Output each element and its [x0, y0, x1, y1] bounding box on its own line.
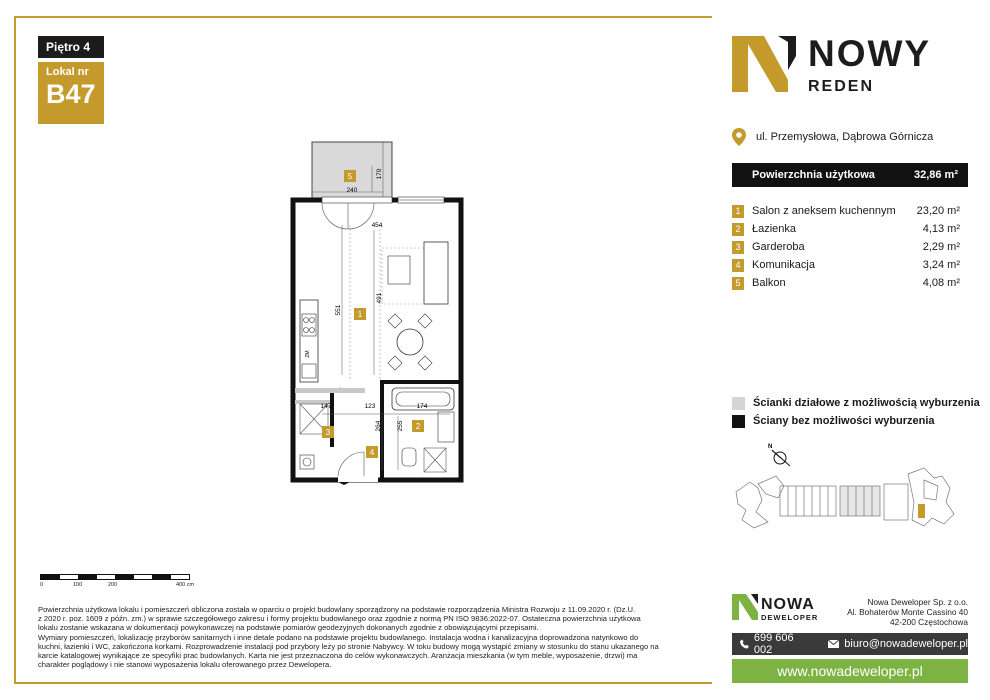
n-monogram-icon	[732, 36, 796, 92]
developer-logo-icon	[732, 594, 758, 620]
developer-address	[820, 597, 968, 627]
north-label: N	[768, 444, 773, 450]
website-link[interactable]: www.nowadeweloper.pl	[732, 659, 968, 683]
developer-city: 42-200 Częstochowa	[890, 617, 968, 627]
address	[732, 128, 933, 146]
brand-name: NOWY	[808, 33, 932, 74]
toilet	[402, 448, 416, 466]
svg-text:4: 4	[369, 448, 375, 457]
legend-label: Ścianki działowe z możliwością wyburzenia	[753, 397, 980, 409]
note-line: Powierzchnia użytkowa lokalu i pomieszczeń obliczona została w oparciu o projekt budowlany sporządzony na podstawie rozporządzenia Ministra Rozwoju z 11.09.2020 r. (Dz.U.	[38, 605, 636, 614]
room-number: 2	[732, 223, 744, 236]
email-address: biuro@nowadeweloper.pl	[844, 638, 968, 650]
cooktop	[302, 314, 316, 336]
legend-label: Ściany bez możliwości wyburzenia	[753, 415, 935, 427]
room-tag	[322, 426, 334, 438]
dim-label: 454	[371, 222, 383, 229]
note-line: z 2020 r. poz. 1609 z późn. zm.) w sprawie szczegółowego zakresu i formy projektu budowlanego oraz zgodnie z normą PN ISO 9836:2022-07. Ostateczna powierzchnia użytkowa	[38, 614, 641, 624]
room-area: 23,20 m²	[916, 205, 960, 217]
dim-label: 255	[397, 420, 404, 432]
svg-text:2: 2	[415, 422, 421, 431]
list-item	[732, 202, 968, 220]
brand-subname: REDEN	[808, 78, 875, 95]
list-item	[732, 274, 968, 292]
legal-notes	[38, 605, 713, 669]
svg-text:1: 1	[357, 310, 363, 319]
scale-label: 0	[40, 582, 44, 588]
dining-table	[397, 329, 423, 355]
wall-legend	[732, 394, 980, 430]
brand-logo	[808, 34, 931, 96]
room-name: Łazienka	[752, 223, 797, 235]
room-name: Garderoba	[752, 241, 805, 253]
list-item	[732, 238, 968, 256]
dim-label: 551	[335, 304, 342, 316]
note-line: charakter poglądowy i nie stanowi wyposażenia lokalu oferowanego przez Dewelopera.	[38, 660, 332, 670]
phone-number: 699 606 002	[753, 632, 794, 656]
contact-bar	[732, 633, 968, 655]
room-area: 4,08 m²	[922, 277, 960, 289]
gold-frame-bottom	[14, 682, 712, 684]
developer-street: Al. Bohaterów Monte Cassino 40	[847, 607, 968, 617]
room-name: Komunikacja	[752, 259, 815, 271]
dim-label: 170	[376, 168, 383, 180]
room-name: Balkon	[752, 277, 786, 289]
total-area-bar	[732, 163, 968, 187]
unit-label: Lokal nr	[46, 66, 89, 78]
washbasin	[438, 412, 454, 442]
room-tag	[412, 420, 424, 432]
address-text: ul. Przemysłowa, Dąbrowa Górnicza	[756, 131, 934, 143]
compass-icon	[768, 448, 790, 466]
scale-label: 400 cm	[176, 582, 195, 588]
room-name: Salon z aneksem kuchennym	[752, 205, 896, 217]
kitchen-mark: ZM	[305, 350, 311, 358]
room-list	[732, 202, 968, 292]
gold-frame-left	[14, 16, 16, 684]
sofa	[424, 242, 448, 304]
note-line: Wymiary pomieszczeń, lokalizację przyborów sanitarnych i inne detale podano na podstawie projektu budowlanego. Instalacja wodna i kanalizacyjna doprowadzona natynkowo do	[38, 632, 639, 642]
dim-label: 147	[320, 403, 332, 410]
envelope-icon	[828, 640, 839, 648]
note-line: kuchni, łazienki i WC, zakończona korkami. Rozprowadzenie instalacji pod przybory leży po stronie Nabywcy. W toku budowy mogą wystąpić zmiany w stosunku do stanu ukazanego na	[38, 641, 659, 651]
scale-label: 100	[73, 582, 83, 588]
note-line: lokalu zostanie wskazana w dokumentacji powykonawczej na podstawie pomiarów geodezyjnych dokonanych zgodnie z obowiązującymi przepisami.	[38, 623, 539, 633]
dim-label: 123	[364, 403, 376, 410]
total-area-label: Powierzchnia użytkowa	[752, 169, 875, 181]
washer	[300, 455, 314, 469]
unit-location-marker	[918, 504, 925, 518]
room-area: 4,13 m²	[922, 223, 960, 235]
map-pin-icon	[732, 128, 746, 146]
room-tag	[366, 446, 378, 458]
dim-label: 491	[376, 292, 383, 304]
coffee-table	[388, 256, 410, 284]
unit-number: B47	[46, 79, 96, 109]
note-line: karcie katalogowej wynikające ze specyfiki prac budowlanych. Karta nie jest przeznaczona do celów wykonawczych. Aranżacja mieszkania (w tym meble, wyposażenie, drzwi) ma	[38, 651, 638, 661]
dim-label: 264	[375, 420, 382, 432]
developer-subname: DEWELOPER	[761, 613, 819, 622]
gold-frame-top	[14, 16, 712, 18]
site-map	[728, 440, 968, 540]
scale-bar	[40, 574, 210, 592]
scale-label: 200	[108, 582, 118, 588]
dim-label: 240	[346, 187, 358, 194]
list-item	[732, 220, 968, 238]
list-item	[732, 256, 968, 274]
room-number: 3	[732, 241, 744, 254]
room-number: 4	[732, 259, 744, 272]
room-number: 1	[732, 205, 744, 218]
legend-item	[732, 412, 980, 430]
svg-text:3: 3	[325, 428, 331, 437]
developer-name: NOWA	[761, 596, 815, 613]
svg-text:5: 5	[347, 172, 353, 181]
developer-company: Nowa Deweloper Sp. z o.o.	[867, 597, 968, 607]
total-area-value: 32,86 m²	[913, 169, 958, 181]
dim-label: 174	[416, 403, 428, 410]
developer-logo	[761, 596, 818, 622]
legend-item	[732, 394, 980, 412]
phone-contact[interactable]	[732, 632, 808, 656]
room-number: 5	[732, 277, 744, 290]
room-tag	[344, 170, 356, 182]
legend-swatch	[732, 415, 745, 428]
site-buildings	[736, 468, 954, 528]
email-contact[interactable]	[820, 638, 968, 650]
kitchen-sink	[302, 364, 316, 378]
room-area: 3,24 m²	[922, 259, 960, 271]
unit-badge	[38, 62, 104, 124]
room-tag	[354, 308, 366, 320]
phone-icon	[740, 639, 749, 649]
room-area: 2,29 m²	[922, 241, 960, 253]
floor-label: Piętro 4	[38, 36, 104, 58]
floor-plan	[280, 130, 480, 490]
legend-swatch	[732, 397, 745, 410]
